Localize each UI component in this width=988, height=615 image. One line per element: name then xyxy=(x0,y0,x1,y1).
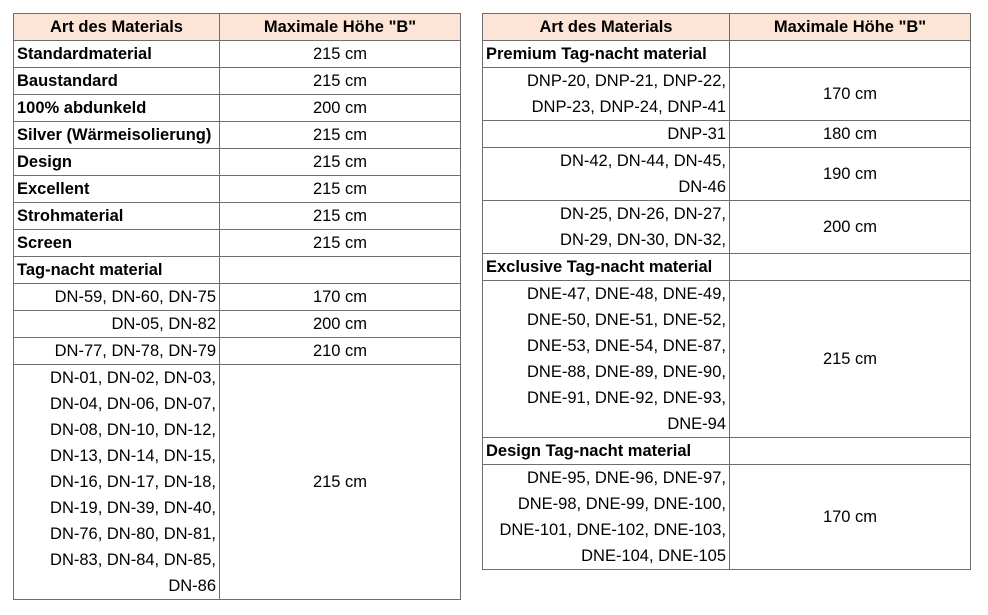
max-height-value: 190 cm xyxy=(730,148,971,201)
code-line: DN-05, DN-82 xyxy=(111,315,216,333)
material-codes xyxy=(483,121,730,148)
code-line: DNE-91, DNE-92, DNE-93, xyxy=(527,389,726,407)
material-codes xyxy=(14,311,220,338)
code-line: DN-16, DN-17, DN-18, xyxy=(50,473,216,491)
table-row xyxy=(14,176,461,203)
table-row xyxy=(14,365,461,600)
table-row xyxy=(14,284,461,311)
table-row xyxy=(483,68,971,121)
material-codes xyxy=(14,284,220,311)
max-height-value: 215 cm xyxy=(220,149,461,176)
max-height-value: 170 cm xyxy=(730,68,971,121)
material-name: Strohmaterial xyxy=(14,203,220,230)
header-material-type: Art des Materials xyxy=(483,14,730,41)
code-line: DN-08, DN-10, DN-12, xyxy=(50,421,216,439)
table-row xyxy=(483,121,971,148)
material-codes xyxy=(483,465,730,570)
max-height-value xyxy=(220,257,461,284)
table-row xyxy=(483,254,971,281)
table-row xyxy=(14,257,461,284)
table-row xyxy=(14,122,461,149)
max-height-value: 200 cm xyxy=(220,95,461,122)
max-height-value xyxy=(730,41,971,68)
table-row xyxy=(14,230,461,257)
table-row xyxy=(483,201,971,254)
code-line: DN-77, DN-78, DN-79 xyxy=(54,342,216,360)
code-line: DNE-94 xyxy=(667,415,726,433)
table-row xyxy=(483,41,971,68)
material-name: Baustandard xyxy=(14,68,220,95)
table-row xyxy=(14,149,461,176)
code-line: DN-04, DN-06, DN-07, xyxy=(50,395,216,413)
max-height-value: 215 cm xyxy=(220,176,461,203)
table-row xyxy=(14,41,461,68)
code-line: DN-76, DN-80, DN-81, xyxy=(50,525,216,543)
material-codes xyxy=(14,338,220,365)
right-material-table xyxy=(482,13,971,570)
max-height-value: 215 cm xyxy=(220,122,461,149)
header-material-type: Art des Materials xyxy=(14,14,220,41)
table-row xyxy=(14,311,461,338)
code-line: DNE-98, DNE-99, DNE-100, xyxy=(517,495,726,513)
max-height-value: 170 cm xyxy=(220,284,461,311)
material-name: Tag-nacht material xyxy=(14,257,220,284)
code-line: DN-83, DN-84, DN-85, xyxy=(50,551,216,569)
material-name: Premium Tag-nacht material xyxy=(483,41,730,68)
code-line: DN-29, DN-30, DN-32, xyxy=(560,231,726,249)
left-material-table xyxy=(13,13,461,600)
material-name: Exclusive Tag-nacht material xyxy=(483,254,730,281)
code-line: DNE-101, DNE-102, DNE-103, xyxy=(499,521,726,539)
max-height-value: 215 cm xyxy=(220,203,461,230)
code-line: DN-42, DN-44, DN-45, xyxy=(560,152,726,170)
max-height-value: 215 cm xyxy=(220,230,461,257)
material-codes xyxy=(483,201,730,254)
material-name: Silver (Wärmeisolierung) xyxy=(14,122,220,149)
material-codes xyxy=(14,365,220,600)
max-height-value: 210 cm xyxy=(220,338,461,365)
material-name: Design xyxy=(14,149,220,176)
max-height-value: 215 cm xyxy=(220,365,461,600)
material-codes xyxy=(483,281,730,438)
code-line: DN-46 xyxy=(678,178,726,196)
header-row xyxy=(483,14,971,41)
code-line: DNP-31 xyxy=(667,125,726,143)
code-line: DN-19, DN-39, DN-40, xyxy=(50,499,216,517)
table-row xyxy=(483,438,971,465)
table-row xyxy=(483,148,971,201)
max-height-value: 215 cm xyxy=(220,41,461,68)
material-name: Design Tag-nacht material xyxy=(483,438,730,465)
header-max-height: Maximale Höhe "B" xyxy=(730,14,971,41)
material-codes xyxy=(483,148,730,201)
header-max-height: Maximale Höhe "B" xyxy=(220,14,461,41)
material-name: 100% abdunkeld xyxy=(14,95,220,122)
table-row xyxy=(14,68,461,95)
max-height-value: 170 cm xyxy=(730,465,971,570)
code-line: DN-01, DN-02, DN-03, xyxy=(50,369,216,387)
code-line: DNE-95, DNE-96, DNE-97, xyxy=(527,469,726,487)
header-row xyxy=(14,14,461,41)
max-height-value xyxy=(730,438,971,465)
code-line: DN-59, DN-60, DN-75 xyxy=(54,288,216,306)
material-name: Excellent xyxy=(14,176,220,203)
code-line: DNE-53, DNE-54, DNE-87, xyxy=(527,337,726,355)
code-line: DNE-47, DNE-48, DNE-49, xyxy=(527,285,726,303)
table-row xyxy=(483,281,971,438)
code-line: DN-25, DN-26, DN-27, xyxy=(560,205,726,223)
table-row xyxy=(483,465,971,570)
max-height-value: 200 cm xyxy=(730,201,971,254)
code-line: DN-13, DN-14, DN-15, xyxy=(50,447,216,465)
material-name: Standardmaterial xyxy=(14,41,220,68)
max-height-value xyxy=(730,254,971,281)
code-line: DNP-23, DNP-24, DNP-41 xyxy=(531,98,726,116)
code-line: DN-86 xyxy=(168,577,216,595)
code-line: DNE-104, DNE-105 xyxy=(581,547,726,565)
code-line: DNP-20, DNP-21, DNP-22, xyxy=(527,72,726,90)
code-line: DNE-88, DNE-89, DNE-90, xyxy=(527,363,726,381)
max-height-value: 215 cm xyxy=(730,281,971,438)
code-line: DNE-50, DNE-51, DNE-52, xyxy=(527,311,726,329)
material-codes xyxy=(483,68,730,121)
table-row xyxy=(14,203,461,230)
material-name: Screen xyxy=(14,230,220,257)
max-height-value: 200 cm xyxy=(220,311,461,338)
max-height-value: 215 cm xyxy=(220,68,461,95)
max-height-value: 180 cm xyxy=(730,121,971,148)
table-row xyxy=(14,338,461,365)
table-row xyxy=(14,95,461,122)
